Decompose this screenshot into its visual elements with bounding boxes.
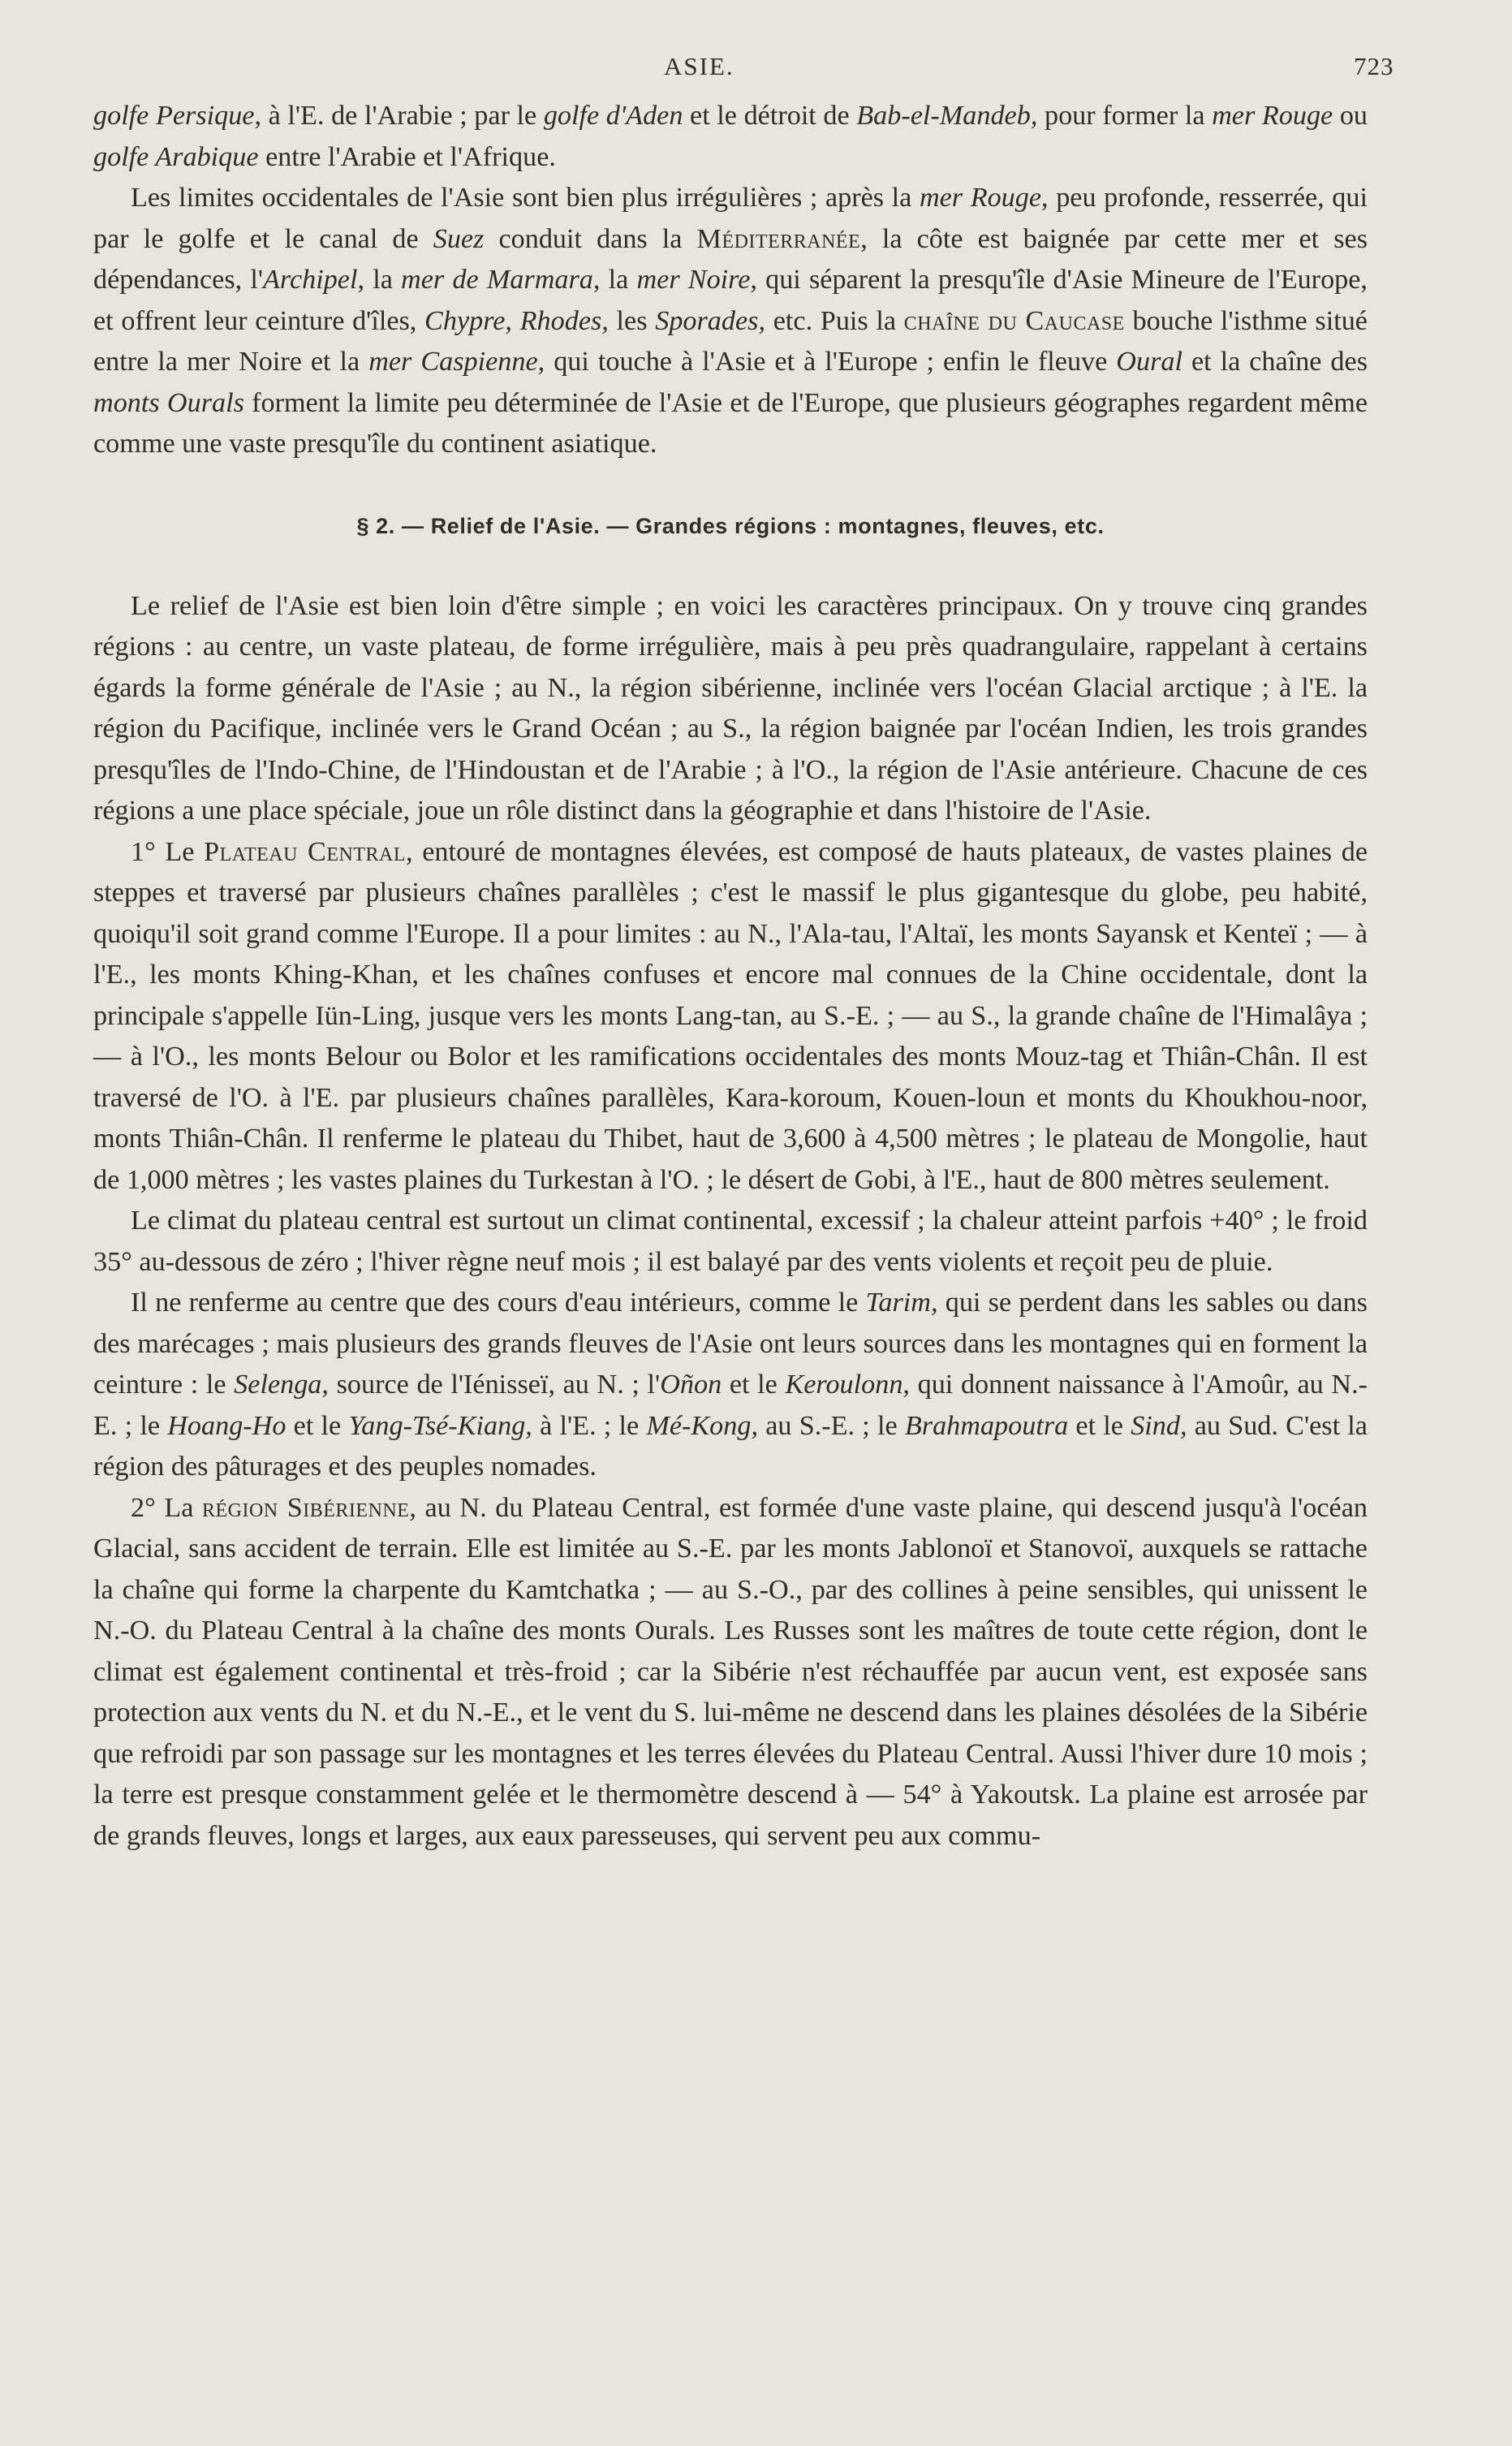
text-run: qui séparent la presqu'île d'Asie Mineure de l'Europe, et offrent leur ceinture d'îles, — [93, 265, 1368, 336]
smallcaps-term: Plateau Central — [204, 836, 407, 867]
italic-term: Oñon — [660, 1370, 722, 1400]
text-run: entre l'Arabie et l'Afrique. — [258, 141, 556, 172]
text-run: etc. Puis la — [765, 305, 904, 336]
text-run: au Sud. C'est la région des pâturages et des peuples nomades. — [93, 1410, 1368, 1482]
italic-term: Oural — [1116, 347, 1182, 377]
text-run: la — [600, 265, 637, 295]
text-run: et le détroit de — [683, 101, 857, 131]
italic-term: mer Rouge — [1212, 101, 1333, 131]
paragraph — [93, 832, 1368, 1201]
italic-term: Chypre, Rhodes, — [424, 305, 609, 336]
text-run: source de l'Iénisseï, au N. ; l' — [328, 1370, 661, 1400]
italic-term: Hoang-Ho — [167, 1410, 286, 1441]
italic-term: Sind, — [1131, 1410, 1187, 1441]
italic-term: monts Ourals — [93, 387, 244, 418]
paragraph — [93, 1488, 1368, 1857]
italic-term: Sporades, — [655, 305, 766, 336]
text-run: Le climat du plateau central est surtout un climat continental, excessif ; la chaleur atteint parfois +40° ; le froid 35° au-dessous de zéro ; l'hiver règne neuf mois ; il est balayé par des vents violents et reçoit peu de pluie. — [93, 1206, 1368, 1277]
italic-term: golfe Persique — [93, 101, 255, 131]
text-run: , au N. du Plateau Central, est formée d'une vaste plaine, qui descend jusqu'à l'océan Glacial, sans accident de terrain. Elle est limitée au S.-E. par les monts Jablonoï et Stanovoï, auxquels se rattache la chaîne qui forme la charpente du Kamtchatka ; — au S.-O., par des collines à peine sensibles, qui unissent le N.-O. du Plateau Central à la chaîne des monts Ourals. Les Russes sont les maîtres de toute cette région, dont le climat est également continental et très-froid ; car la Sibérie n'est réchauffée par aucun vent, est exposée sans protection aux vents du N. et du N.-E., et le vent du S. lui-même ne descend dans les plaines désolées de la Sibérie que refroidi par son passage sur les montagnes et les terres élevées du Plateau Central. Aussi l'hiver dure 10 mois ; la terre est presque constamment gelée et le thermomètre descend à — 54° à Yakoutsk. La plaine est arrosée par de grands fleuves, longs et larges, aux eaux paresseuses, qui servent peu aux commu- — [93, 1492, 1368, 1851]
italic-term: Brahmapoutra — [904, 1410, 1069, 1441]
text-run: à l'E. ; le — [532, 1410, 647, 1441]
text-run: qui se perdent dans les sables ou dans des marécages ; mais plusieurs des grands fleuves de l'Asie ont leurs sources dans les montagnes qui en forment la ceinture : le — [93, 1288, 1368, 1400]
italic-term: mer Rouge — [919, 183, 1042, 213]
text-run: , entouré de montagnes élevées, est composé de hauts plateaux, de vastes plaines de steppes et traversé par plusieurs chaînes parallèles ; c'est le massif le plus gigantesque du globe, peu habité, quoiqu'il soit grand comme l'Europe. Il a pour limites : au N., l'Ala-tau, l'Altaï, les monts Sayansk et Kenteï ; — à l'E., les monts Khing-Khan, et les chaînes confuses et encore mal connues de la Chine occidentale, dont la principale s'appelle Iün-Ling, jusque vers les monts Lang-tan, au S.-E. ; — au S., la grande chaîne de l'Himalâya ; — à l'O., les monts Belour ou Bolor et les ramifications occidentales des monts Mouz-tag et Thiân-Chân. Il est traversé de l'O. à l'E. par plusieurs chaînes parallèles, Kara-koroum, Kouen-loun et monts du Khoukhou-noor, monts Thiân-Chân. Il renferme le plateau du Thibet, haut de 3,600 à 4,500 mètres ; le plateau de Mongolie, haut de 1,000 mètres ; les vastes plaines du Turkestan à l'O. ; le désert de Gobi, à l'E., haut de 800 mètres seulement. — [93, 836, 1368, 1195]
text-run: Il ne renferme au centre que des cours d'eau intérieurs, comme le — [131, 1288, 866, 1318]
text-run: Les limites occidentales de l'Asie sont bien plus irrégulières ; après la — [131, 183, 920, 213]
text-run: bouche l'isthme situé entre la mer Noire et la — [93, 305, 1368, 377]
italic-term: Suez — [433, 223, 485, 254]
text-run: , la — [357, 265, 402, 295]
italic-term: Keroulonn, — [785, 1370, 910, 1400]
italic-term: golfe d'Aden — [543, 101, 683, 131]
italic-term: Yang-Tsé-Kiang, — [348, 1410, 532, 1441]
text-run: 2° La — [131, 1492, 202, 1523]
paragraph — [93, 178, 1368, 465]
text-run: et le — [722, 1370, 786, 1400]
text-run: qui donnent naissance à l'Amoûr, au N.-E. ; le — [93, 1370, 1368, 1441]
text-run: Le relief de l'Asie est bien loin d'être simple ; en voici les caractères principaux. On y trouve cinq grandes régions : au centre, un vaste plateau, de forme irrégulière, mais à peu près quadrangulaire, rappelant à certains égards la forme générale de l'Asie ; au N., la région sibérienne, inclinée vers l'océan Glacial arctique ; à l'E. la région du Pacifique, inclinée vers le Grand Océan ; au S., la région baignée par l'océan Indien, les trois grandes presqu'îles de l'Indo-Chine, de l'Hindoustan et de l'Arabie ; à l'O., la région de l'Asie antérieure. Chacune de ces régions a une place spéciale, joue un rôle distinct dans la géographie et dans l'histoire de l'Asie. — [93, 590, 1368, 826]
paragraph — [93, 586, 1368, 832]
italic-term: mer Noire, — [636, 265, 757, 295]
text-run: les — [608, 305, 656, 336]
running-head-title: ASIE. — [664, 52, 734, 80]
text-run: 1° Le — [131, 836, 205, 867]
page-body — [93, 96, 1368, 1857]
italic-term: golfe Arabique — [93, 141, 259, 172]
text-run: , la côte est baignée par cette mer et ses dépendances, l' — [93, 223, 1368, 295]
italic-term: Tarim, — [865, 1288, 938, 1318]
smallcaps-term: Méditerranée — [696, 223, 861, 254]
italic-term: Mé-Kong, — [646, 1410, 759, 1441]
text-run: et la chaîne des — [1182, 347, 1368, 377]
section-heading: § 2. — Relief de l'Asie. — Grandes régions : montagnes, fleuves, etc. — [356, 513, 1105, 538]
page-number: 723 — [1354, 52, 1394, 80]
text-run: ou — [1333, 101, 1368, 131]
paragraph — [93, 1283, 1368, 1488]
text-run: qui touche à l'Asie et à l'Europe ; enfin le fleuve — [545, 347, 1117, 377]
text-run: conduit dans la — [484, 223, 697, 254]
text-run: , à l'E. de l'Arabie ; par le — [254, 101, 544, 131]
text-run: au S.-E. ; le — [758, 1410, 905, 1441]
text-run: et le — [286, 1410, 349, 1441]
text-run: forment la limite peu déterminée de l'Asie et de l'Europe, que plusieurs géographes regardent même comme une vaste presqu'île du continent asiatique. — [93, 387, 1368, 459]
text-run: et le — [1068, 1410, 1131, 1441]
text-run: pour former la — [1037, 101, 1213, 131]
paragraph — [93, 96, 1368, 178]
smallcaps-term: chaîne du Caucase — [903, 305, 1125, 336]
paragraph — [93, 1201, 1368, 1283]
smallcaps-term: région Sibérienne — [202, 1492, 410, 1523]
text-run: , peu profonde, resserrée, qui par le golfe et le canal de — [93, 183, 1368, 254]
running-head — [0, 52, 1512, 84]
italic-term: Archipel — [263, 265, 358, 295]
italic-term: Bab-el-Mandeb, — [856, 101, 1038, 131]
italic-term: Selenga, — [234, 1370, 329, 1400]
italic-term: mer de Marmara, — [401, 265, 601, 295]
italic-term: mer Caspienne, — [368, 347, 545, 377]
